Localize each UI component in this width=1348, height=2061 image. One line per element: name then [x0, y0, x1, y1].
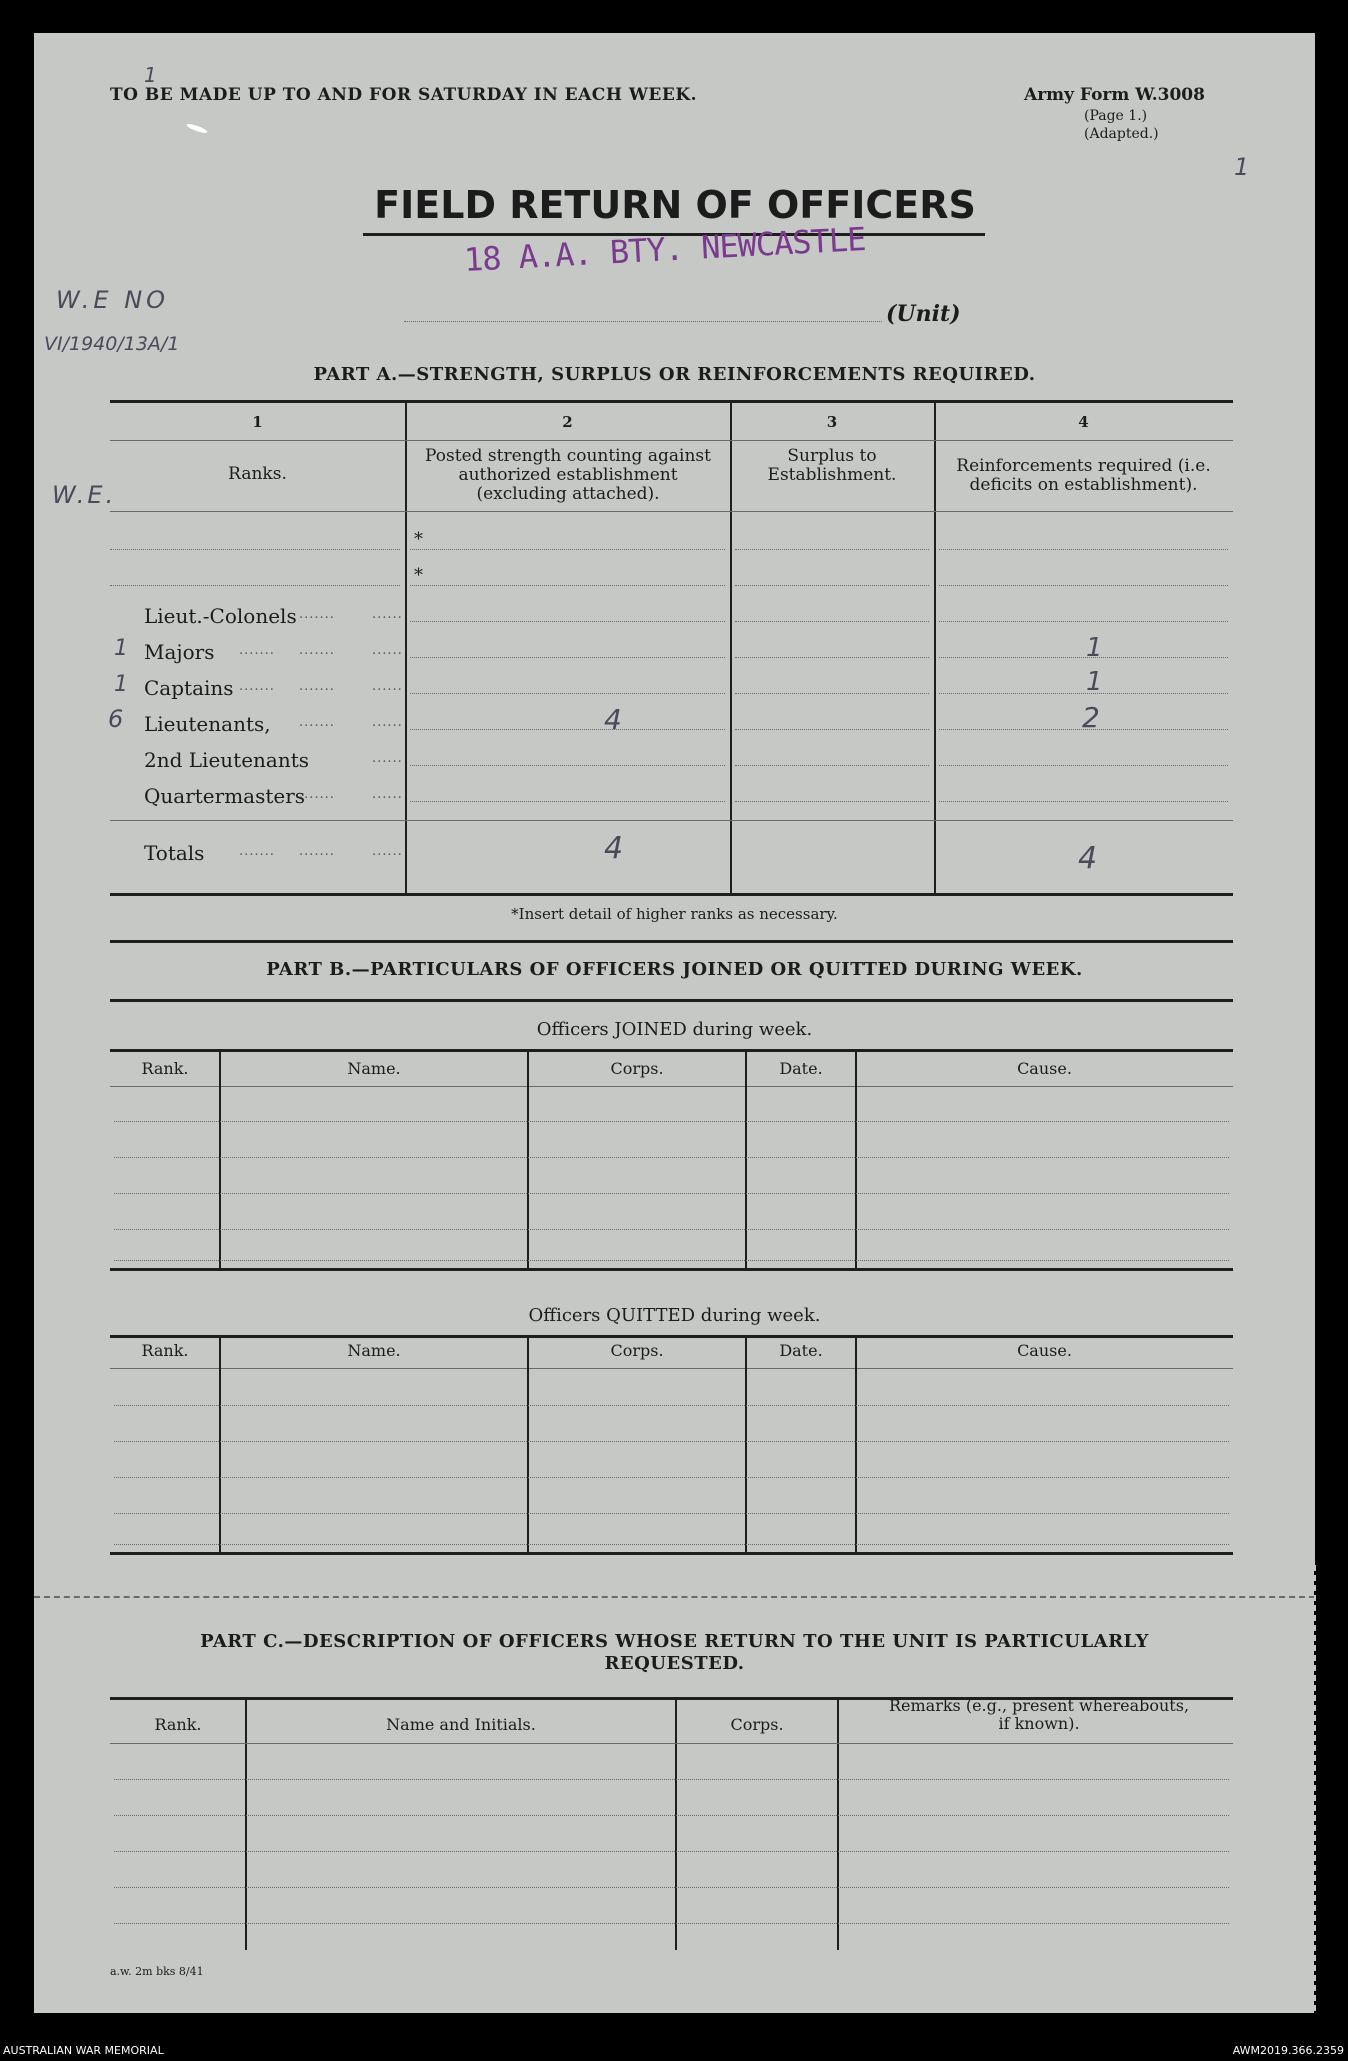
part-c-heading-line2: REQUESTED.: [604, 1653, 745, 1674]
part-c-col-name: Name and Initials.: [386, 1715, 536, 1734]
row-line: [939, 621, 1228, 622]
row-line: [735, 585, 929, 586]
perforation-line: [34, 1596, 1315, 1598]
joined-col-rank: Rank.: [141, 1059, 189, 1078]
totals-rule: [110, 820, 1233, 821]
row-line: [735, 729, 929, 730]
pencil-tick: 1: [144, 63, 157, 87]
part-c-heading-line1: PART C.—DESCRIPTION OF OFFICERS WHOSE RETURN TO THE UNIT IS PARTICULARLY: [200, 1631, 1149, 1652]
leader-dots: .......: [239, 844, 275, 859]
quitted-row-line: [114, 1544, 1229, 1545]
joined-row-line: [114, 1229, 1229, 1230]
quitted-row-line: [114, 1513, 1229, 1514]
part-b-top-rule: [110, 999, 1233, 1002]
row-line: [735, 657, 929, 658]
leader-dots: .......: [299, 607, 335, 622]
part-c-col-corps: Corps.: [730, 1715, 784, 1734]
joined-col-corps: Corps.: [610, 1059, 664, 1078]
we-captains: 1: [114, 672, 128, 697]
part-c-row-line: [114, 1815, 1229, 1816]
quitted-divider: [855, 1338, 857, 1552]
row-line: [735, 693, 929, 694]
row-line: [410, 693, 725, 694]
number-row-rule: [110, 440, 1233, 441]
joined-row-line: [114, 1121, 1229, 1122]
part-c-divider: [675, 1700, 677, 1950]
form-number: Army Form W.3008: [1024, 85, 1205, 105]
row-line: [410, 621, 725, 622]
quitted-bottom-rule: [110, 1552, 1233, 1555]
part-a-bottom-rule: [110, 893, 1233, 896]
joined-top-rule: [110, 1049, 1233, 1052]
print-code: a.w. 2m bks 8/41: [110, 1965, 204, 1978]
quitted-header-rule: [110, 1368, 1233, 1369]
part-c-divider: [245, 1700, 247, 1950]
form-page: (Page 1.): [1084, 108, 1148, 124]
joined-bottom-rule: [110, 1268, 1233, 1271]
we-lieutenants: 6: [108, 705, 124, 733]
leader-dots: .......: [239, 679, 275, 694]
quitted-row-line: [114, 1405, 1229, 1406]
part-c-col-remarks: Remarks (e.g., present whereabouts, if known).: [888, 1696, 1190, 1733]
row-line: [735, 621, 929, 622]
edge-cut-marks: [1314, 1565, 1316, 2013]
part-a-heading: PART A.—STRENGTH, SURPLUS OR REINFORCEMENTS REQUIRED.: [313, 364, 1036, 385]
leader-dots: ......: [372, 844, 403, 859]
rank-quartermasters: Quartermasters: [144, 784, 306, 808]
part-c-row-line: [114, 1923, 1229, 1924]
rank-lieutenants: Lieutenants,: [144, 712, 271, 736]
part-c-row-line: [114, 1779, 1229, 1780]
col-number-1: 1: [252, 413, 263, 431]
col-header-posted: Posted strength counting against authorized establishment (excluding attached).: [425, 446, 711, 504]
part-a-footnote: *Insert detail of higher ranks as necessary.: [511, 905, 838, 923]
joined-col-date: Date.: [779, 1059, 823, 1078]
form-title: FIELD RETURN OF OFFICERS: [374, 183, 976, 227]
leader-dots: .......: [299, 679, 335, 694]
row-line: [410, 729, 725, 730]
row-line: [939, 549, 1228, 550]
instruction-text: TO BE MADE UP TO AND FOR SATURDAY IN EACH WEEK.: [110, 85, 698, 105]
col-number-3: 3: [826, 413, 838, 431]
joined-col-name: Name.: [347, 1059, 401, 1078]
form-sheet: [34, 33, 1315, 2013]
row-line: [939, 585, 1228, 586]
joined-row-line: [114, 1193, 1229, 1194]
leader-dots: .......: [299, 715, 335, 730]
leader-dots: .......: [299, 787, 335, 802]
archive-name: AUSTRALIAN WAR MEMORIAL: [3, 2044, 164, 2057]
joined-divider: [745, 1052, 747, 1268]
part-c-row-line: [114, 1887, 1229, 1888]
we-no-note: W.E NO: [56, 286, 170, 314]
quitted-divider: [745, 1338, 747, 1552]
quitted-top-rule: [110, 1335, 1233, 1338]
col-header-surplus: Surplus to Establishment.: [767, 446, 897, 485]
star-row-line-1: [110, 549, 400, 550]
star-mark-2: *: [414, 565, 423, 586]
row-line: [939, 693, 1228, 694]
row-line: [939, 765, 1228, 766]
col-number-2: 2: [562, 413, 573, 431]
leader-dots: .......: [299, 844, 335, 859]
row-line: [410, 657, 725, 658]
quitted-row-line: [114, 1477, 1229, 1478]
archive-footer: [0, 2040, 1348, 2060]
joined-row-line: [114, 1157, 1229, 1158]
quitted-col-date: Date.: [779, 1341, 823, 1360]
row-line: [410, 801, 725, 802]
total-posted: 4: [604, 831, 624, 866]
row-line: [410, 765, 725, 766]
header-row-rule: [110, 511, 1233, 512]
joined-divider: [219, 1052, 221, 1268]
archive-accession-number: AWM2019.366.2359: [1232, 2044, 1344, 2057]
col-header-reinforcements: Reinforcements required (i.e. deficits on establishment).: [956, 456, 1211, 495]
rank-lieut-colonels: Lieut.-Colonels: [144, 604, 297, 628]
quitted-col-name: Name.: [347, 1341, 401, 1360]
joined-header-rule: [110, 1086, 1233, 1087]
we-column-note: W.E.: [52, 481, 117, 509]
leader-dots: ......: [372, 787, 403, 802]
joined-row-line: [114, 1260, 1229, 1261]
reinf-lieutenants: 2: [1082, 701, 1100, 734]
unit-stamp: 18 A.A. BTY. NEWCASTLE: [463, 219, 867, 279]
quitted-divider: [219, 1338, 221, 1552]
quitted-row-line: [114, 1441, 1229, 1442]
quitted-col-rank: Rank.: [141, 1341, 189, 1360]
row-line: [410, 585, 725, 586]
part-c-col-rank: Rank.: [154, 1715, 202, 1734]
leader-dots: ......: [372, 643, 403, 658]
leader-dots: ......: [372, 751, 403, 766]
quitted-col-corps: Corps.: [610, 1341, 664, 1360]
part-b-heading: PART B.—PARTICULARS OF OFFICERS JOINED OR QUITTED DURING WEEK.: [266, 959, 1083, 980]
part-a-top-rule: [110, 400, 1233, 403]
quitted-title: Officers QUITTED during week.: [528, 1305, 821, 1326]
joined-title: Officers JOINED during week.: [536, 1019, 813, 1040]
corner-pencil-mark: 1: [1234, 153, 1250, 181]
row-line: [735, 549, 929, 550]
joined-divider: [527, 1052, 529, 1268]
quitted-col-cause: Cause.: [1017, 1341, 1072, 1360]
reinf-captains: 1: [1086, 667, 1103, 697]
part-c-header-rule: [110, 1743, 1233, 1744]
rank-captains: Captains: [144, 676, 234, 700]
leader-dots: ......: [372, 679, 403, 694]
joined-divider: [855, 1052, 857, 1268]
col-header-ranks: Ranks.: [228, 464, 287, 484]
part-c-row-line: [114, 1851, 1229, 1852]
leader-dots: ......: [372, 715, 403, 730]
unit-line: [404, 321, 882, 322]
we-majors: 1: [114, 636, 128, 661]
row-line: [735, 801, 929, 802]
we-reference-note: VI/1940/13A/1: [44, 333, 180, 355]
unit-label: (Unit): [886, 301, 961, 327]
row-line: [410, 549, 725, 550]
rank-2nd-lieutenants: 2nd Lieutenants: [144, 748, 310, 772]
total-reinforcements: 4: [1078, 841, 1098, 876]
part-c-divider: [837, 1700, 839, 1950]
leader-dots: .......: [299, 643, 335, 658]
star-mark-1: *: [414, 529, 423, 550]
leader-dots: .......: [239, 643, 275, 658]
row-line: [939, 801, 1228, 802]
col-number-4: 4: [1078, 413, 1089, 431]
reinf-majors: 1: [1086, 633, 1103, 663]
part-a-end-rule: [110, 940, 1233, 943]
row-line: [939, 657, 1228, 658]
posted-lieutenants: 4: [604, 703, 622, 736]
paper-blemish: [186, 122, 208, 134]
joined-col-cause: Cause.: [1017, 1059, 1072, 1078]
star-row-line-2: [110, 585, 400, 586]
rank-totals: Totals: [144, 841, 205, 865]
form-adapted: (Adapted.): [1084, 126, 1159, 142]
leader-dots: ......: [372, 607, 403, 622]
quitted-divider: [527, 1338, 529, 1552]
rank-majors: Majors: [144, 640, 215, 664]
row-line: [735, 765, 929, 766]
